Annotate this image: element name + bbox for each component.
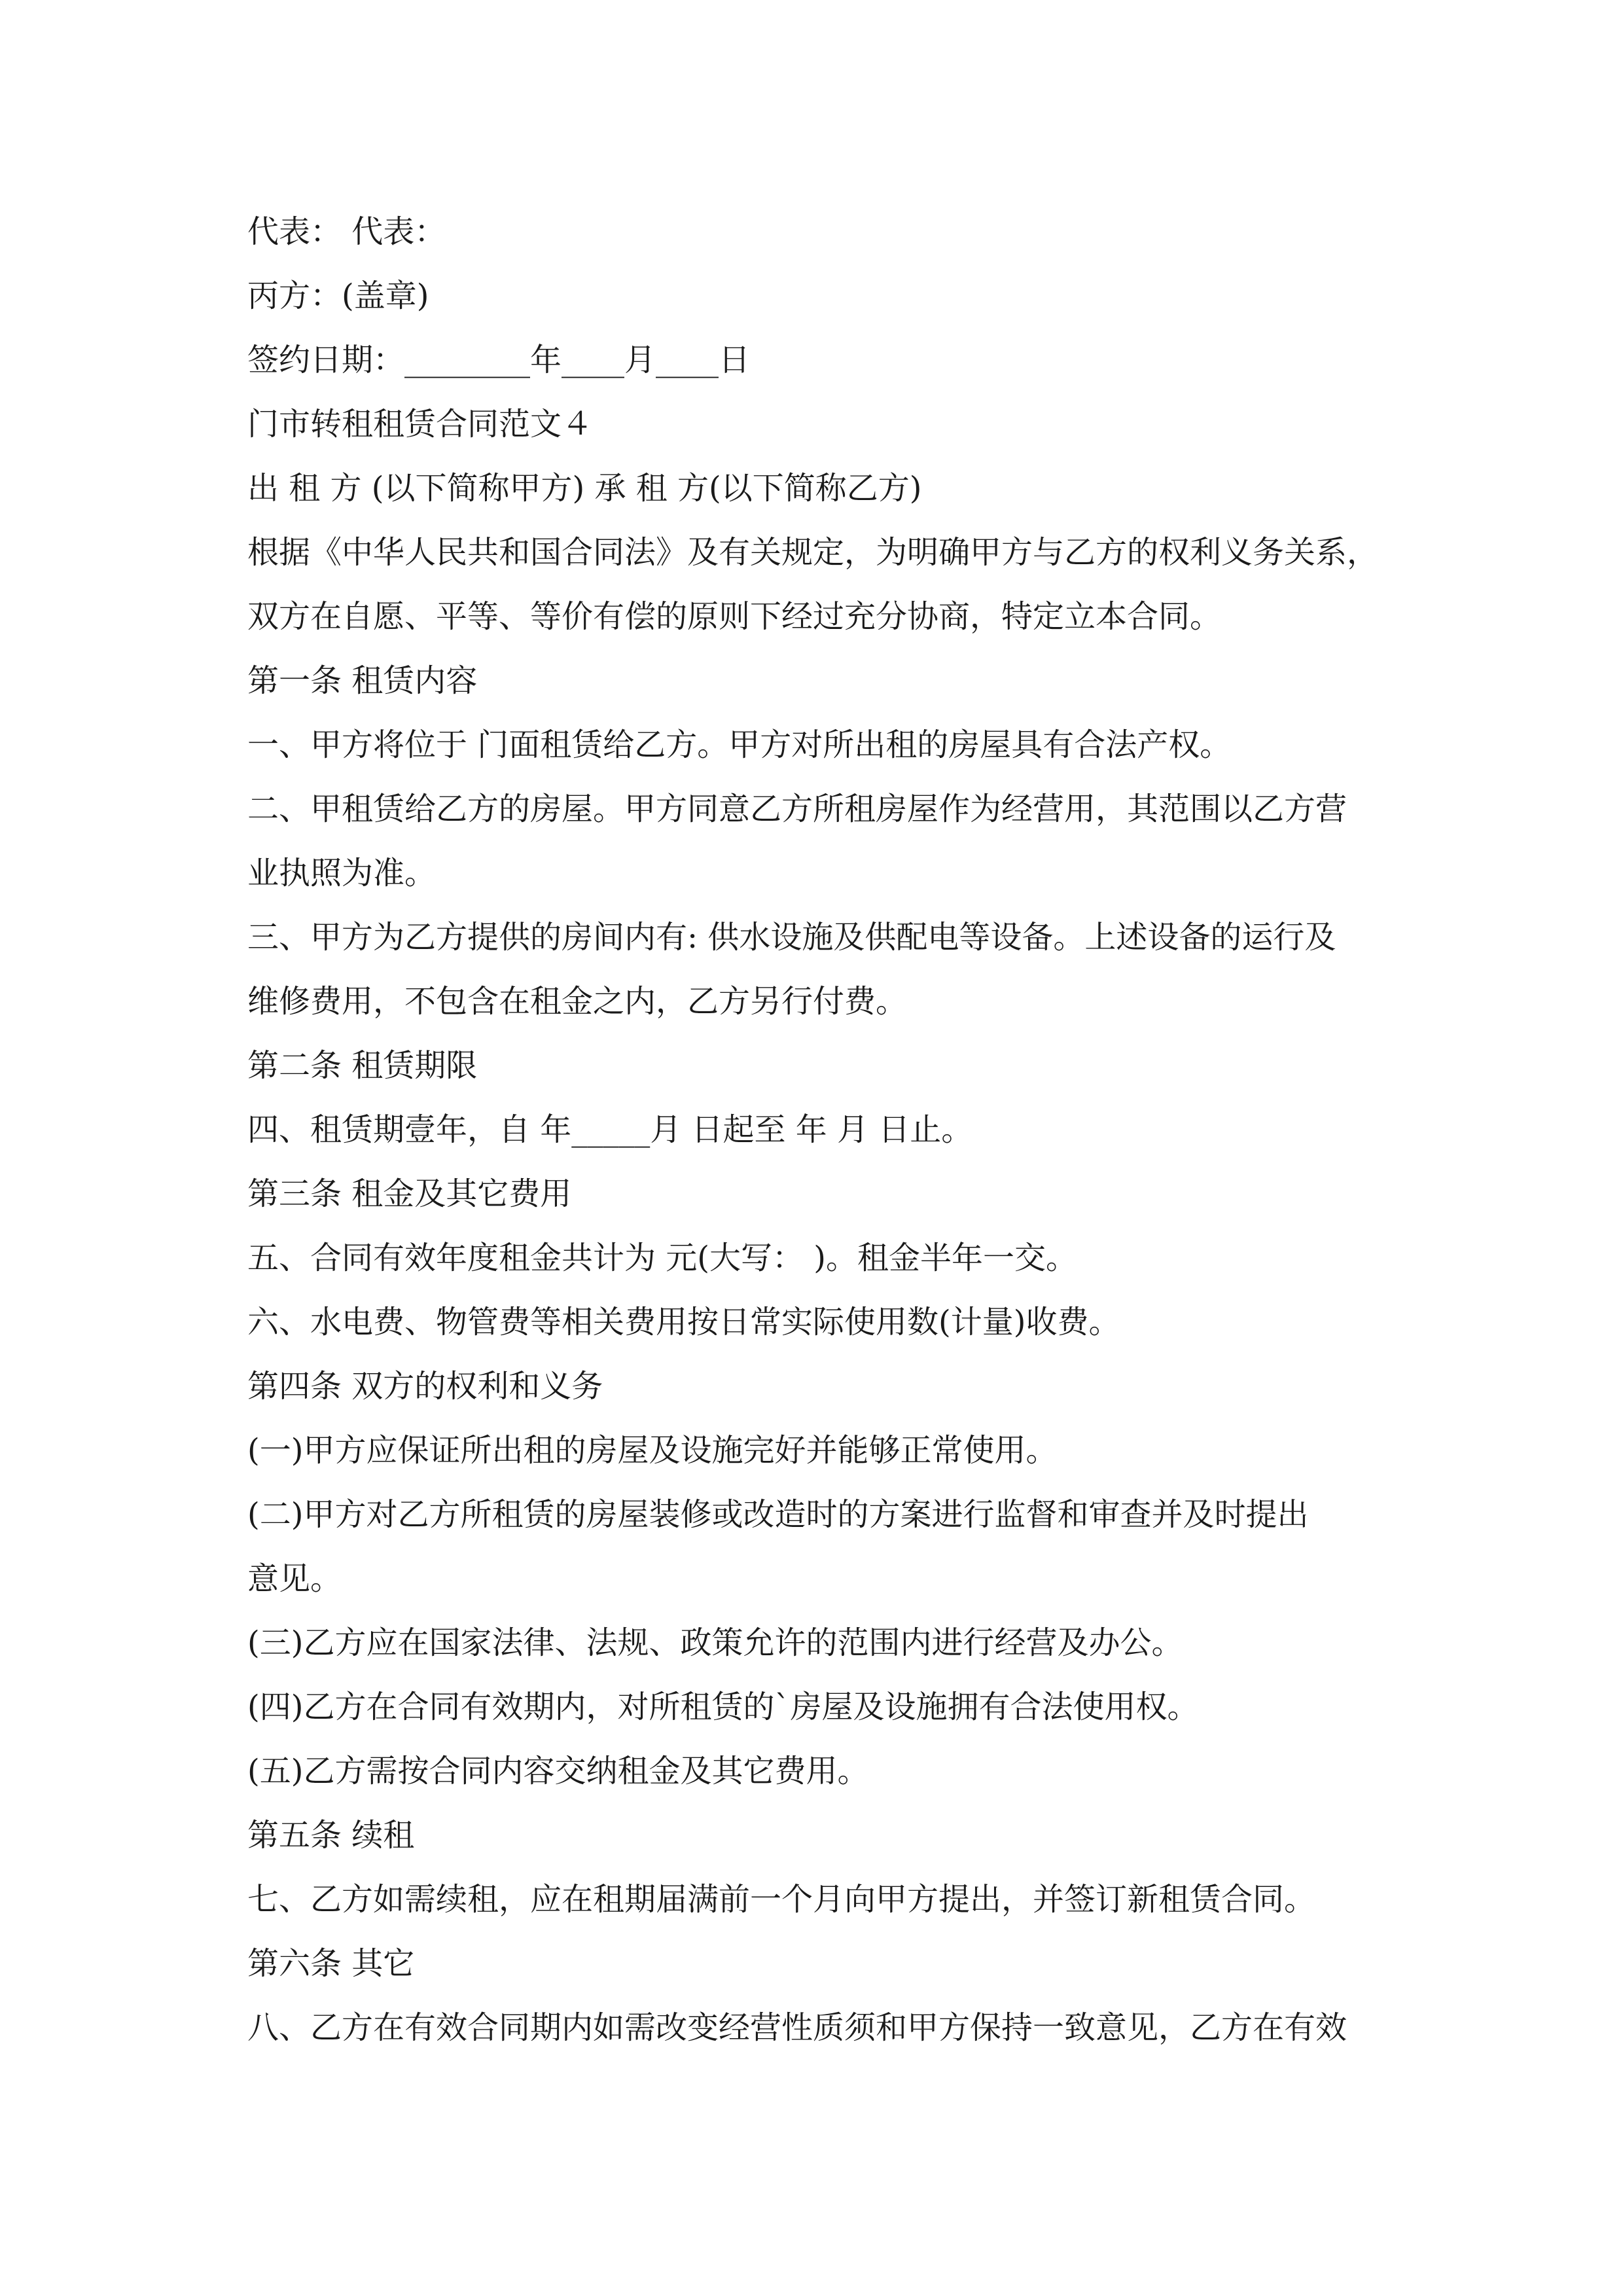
text-line: 丙方：(盖章) [247, 278, 429, 314]
text-line: 七、乙方如需续租，应在租期届满前一个月向甲方提出，并签订新租赁合同。 [247, 1881, 1316, 1918]
text-line: (三)乙方应在国家法律、法规、政策允许的范围内进行经营及办公。 [247, 1624, 1183, 1661]
text-line: (二)甲方对乙方所租赁的房屋装修或改造时的方案进行监督和审查并及时提出 [247, 1496, 1309, 1533]
text-line: 出 租 方 (以下简称甲方) 承 租 方(以下简称乙方) [247, 470, 922, 507]
text-line: 维修费用，不包含在租金之内，乙方另行付费。 [247, 983, 908, 1020]
contract-text [247, 200, 1381, 2060]
document-title: 门市转租租赁合同范文４ [247, 406, 594, 442]
text-line: 业执照为准。 [247, 855, 437, 891]
section-heading: 第一条 租赁内容 [247, 662, 478, 699]
text-line: (一)甲方应保证所出租的房屋及设施完好并能够正常使用。 [247, 1432, 1058, 1469]
text-line: 意见。 [247, 1560, 342, 1597]
text-line: 代表： 代表： [247, 213, 446, 250]
text-line: 双方在自愿、平等、等价有偿的原则下经过充分协商，特定立本合同。 [247, 598, 1222, 635]
text-line: 五、合同有效年度租金共计为 元(大写： )。租金半年一交。 [247, 1240, 1077, 1276]
text-line: 八、乙方在有效合同期内如需改变经营性质须和甲方保持一致意见，乙方在有效 [247, 2009, 1347, 2046]
section-heading: 第六条 其它 [247, 1945, 415, 1982]
text-line: 根据《中华人民共和国合同法》及有关规定，为明确甲方与乙方的权利义务关系， [247, 534, 1379, 571]
section-heading: 第三条 租金及其它费用 [247, 1175, 572, 1212]
text-line: 三、甲方为乙方提供的房间内有: 供水设施及供配电等设备。上述设备的运行及 [247, 919, 1336, 956]
text-line: 一、甲方将位于 门面租赁给乙方。甲方对所出租的房屋具有合法产权。 [247, 726, 1232, 763]
section-heading: 第四条 双方的权利和义务 [247, 1368, 603, 1405]
text-line: 四、租赁期壹年，自 年_____月 日起至 年 月 日止。 [247, 1111, 973, 1148]
text-line: 二、甲租赁给乙方的房屋。甲方同意乙方所租房屋作为经营用，其范围以乙方营 [247, 791, 1347, 827]
text-line: 六、水电费、物管费等相关费用按日常实际使用数(计量)收费。 [247, 1304, 1120, 1340]
section-heading: 第二条 租赁期限 [247, 1047, 478, 1084]
text-line: (五)乙方需按合同内容交纳租金及其它费用。 [247, 1753, 869, 1789]
text-line: 签约日期：________年____月____日 [247, 342, 751, 378]
section-heading: 第五条 续租 [247, 1817, 415, 1854]
text-line: (四)乙方在合同有效期内，对所租赁的`房屋及设施拥有合法使用权。 [247, 1689, 1199, 1725]
